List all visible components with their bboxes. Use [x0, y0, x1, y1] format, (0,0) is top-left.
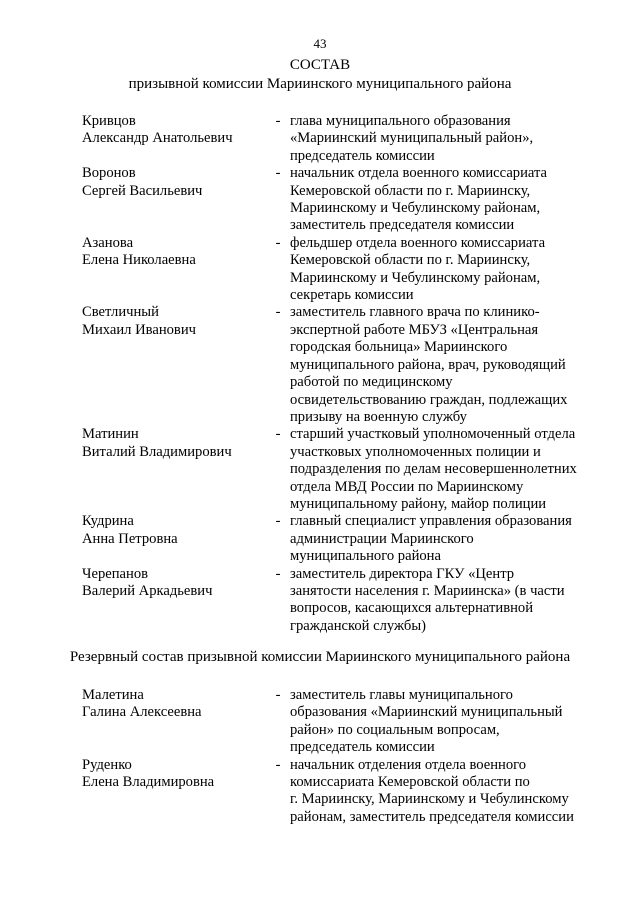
- dash-separator: -: [275, 165, 281, 182]
- member-role-line: занятости населения г. Мариинска» (в части: [290, 582, 565, 599]
- member-role-line: Мариинскому и Чебулинскому районам,: [290, 200, 541, 217]
- member-role-line: муниципального района, врач, руководящий: [290, 356, 566, 373]
- member-role-line: участковых уполномоченных полиции и: [290, 443, 541, 460]
- member-name-line: Галина Алексеевна: [82, 704, 202, 721]
- member-role: [290, 426, 590, 513]
- member-role-line: Кемеровской области по г. Мариинску,: [290, 252, 531, 269]
- member-role-line: экспертной работе МБУЗ «Центральная: [290, 321, 539, 338]
- reserve-members-list: [0, 687, 640, 826]
- member-name: [82, 113, 266, 165]
- member-role-line: район» по социальным вопросам,: [290, 721, 500, 738]
- member-role: [290, 566, 590, 636]
- member-role-line: муниципального района: [290, 548, 441, 565]
- dash-separator: -: [275, 687, 281, 703]
- member-role-line: Кемеровской области по г. Мариинску,: [290, 182, 531, 199]
- member-entry: [0, 304, 640, 426]
- member-name: [82, 757, 266, 827]
- member-name-line: Воронов: [82, 165, 136, 182]
- document-subtitle: призывной комиссии Мариинского муниципального района: [128, 76, 512, 92]
- dash-separator: -: [275, 565, 281, 582]
- member-name: [82, 426, 266, 513]
- member-role-line: городская больница» Мариинского: [290, 339, 508, 356]
- document-title: СОСТАВ: [289, 57, 351, 73]
- member-entry: [0, 513, 640, 565]
- member-name-line: Виталий Владимирович: [82, 443, 232, 460]
- member-role-line: секретарь комиссии: [290, 287, 414, 304]
- member-role-line: гражданской службы): [290, 617, 426, 634]
- member-entry: [0, 235, 640, 305]
- member-entry: [0, 687, 640, 757]
- member-role: [290, 165, 590, 235]
- member-role-line: председатель комиссии: [290, 147, 435, 164]
- member-role-line: глава муниципального образования: [290, 113, 511, 129]
- main-members-list: [0, 113, 640, 635]
- dash-separator: -: [275, 513, 281, 530]
- member-role-line: начальник отделения отдела военного: [290, 756, 527, 773]
- member-name: [82, 513, 266, 565]
- member-role-line: муниципальному району, майор полиции: [290, 495, 547, 512]
- dash-separator: -: [275, 426, 281, 443]
- member-role-line: районам, заместитель председателя комиссии: [290, 808, 574, 825]
- member-name-line: Елена Николаевна: [82, 252, 196, 269]
- member-name-line: Елена Владимировна: [82, 774, 215, 791]
- member-name-line: Черепанов: [82, 565, 149, 582]
- member-name-line: Михаил Иванович: [82, 321, 196, 338]
- dash-separator: -: [275, 234, 281, 251]
- member-name-line: Руденко: [82, 756, 132, 773]
- member-role-line: «Мариинский муниципальный район»,: [290, 130, 534, 147]
- member-role-line: старший участковый уполномоченный отдела: [290, 426, 576, 443]
- member-name-line: Малетина: [82, 687, 144, 703]
- member-role-line: председатель комиссии: [290, 739, 435, 756]
- member-name: [82, 687, 266, 757]
- member-role-line: заместитель председателя комиссии: [290, 217, 515, 234]
- member-role: [290, 687, 590, 757]
- member-role-line: заместитель директора ГКУ «Центр: [290, 565, 515, 582]
- member-name: [82, 304, 266, 426]
- member-entry: [0, 757, 640, 827]
- member-role-line: освидетельствованию граждан, подлежащих: [290, 391, 568, 408]
- member-role-line: комиссариата Кемеровской области по: [290, 774, 530, 791]
- member-name: [82, 235, 266, 305]
- member-role-line: заместитель главного врача по клинико-: [290, 304, 540, 321]
- dash-separator: -: [275, 756, 281, 773]
- member-name: [82, 566, 266, 636]
- member-name: [82, 165, 266, 235]
- member-entry: [0, 426, 640, 513]
- member-role-line: начальник отдела военного комиссариата: [290, 165, 548, 182]
- member-role-line: Мариинскому и Чебулинскому районам,: [290, 269, 541, 286]
- reserve-heading: Резервный состав призывной комиссии Мариинского муниципального района: [69, 649, 571, 665]
- member-entry: [0, 165, 640, 235]
- member-name-line: Анна Петровна: [82, 530, 178, 547]
- member-role-line: работой по медицинскому: [290, 374, 453, 391]
- member-role-line: заместитель главы муниципального: [290, 687, 513, 703]
- member-name-line: Кривцов: [82, 113, 136, 129]
- member-name-line: Матинин: [82, 426, 139, 443]
- member-role-line: образования «Мариинский муниципальный: [290, 704, 563, 721]
- member-role-line: отдела МВД России по Мариинскому: [290, 478, 524, 495]
- member-name-line: Александр Анатольевич: [82, 130, 233, 147]
- member-name-line: Светличный: [82, 304, 159, 321]
- member-role: [290, 235, 590, 305]
- member-role: [290, 113, 590, 165]
- member-name-line: Сергей Васильевич: [82, 182, 203, 199]
- dash-separator: -: [275, 304, 281, 321]
- member-role-line: подразделения по делам несовершеннолетних: [290, 461, 577, 478]
- dash-separator: -: [275, 113, 281, 129]
- member-name-line: Азанова: [82, 234, 134, 251]
- member-role-line: фельдшер отдела военного комиссариата: [290, 234, 546, 251]
- member-role-line: призыву на военную службу: [290, 408, 467, 425]
- member-name-line: Валерий Аркадьевич: [82, 582, 213, 599]
- member-role: [290, 304, 590, 426]
- member-role-line: г. Мариинску, Мариинскому и Чебулинскому: [290, 791, 569, 808]
- member-name-line: Кудрина: [82, 513, 134, 530]
- member-role: [290, 757, 590, 827]
- member-entry: [0, 113, 640, 165]
- member-role: [290, 513, 590, 565]
- member-role-line: главный специалист управления образования: [290, 513, 572, 530]
- member-role-line: вопросов, касающихся альтернативной: [290, 600, 534, 617]
- page-number: 43: [313, 36, 327, 51]
- member-role-line: администрации Мариинского: [290, 530, 474, 547]
- member-entry: [0, 566, 640, 636]
